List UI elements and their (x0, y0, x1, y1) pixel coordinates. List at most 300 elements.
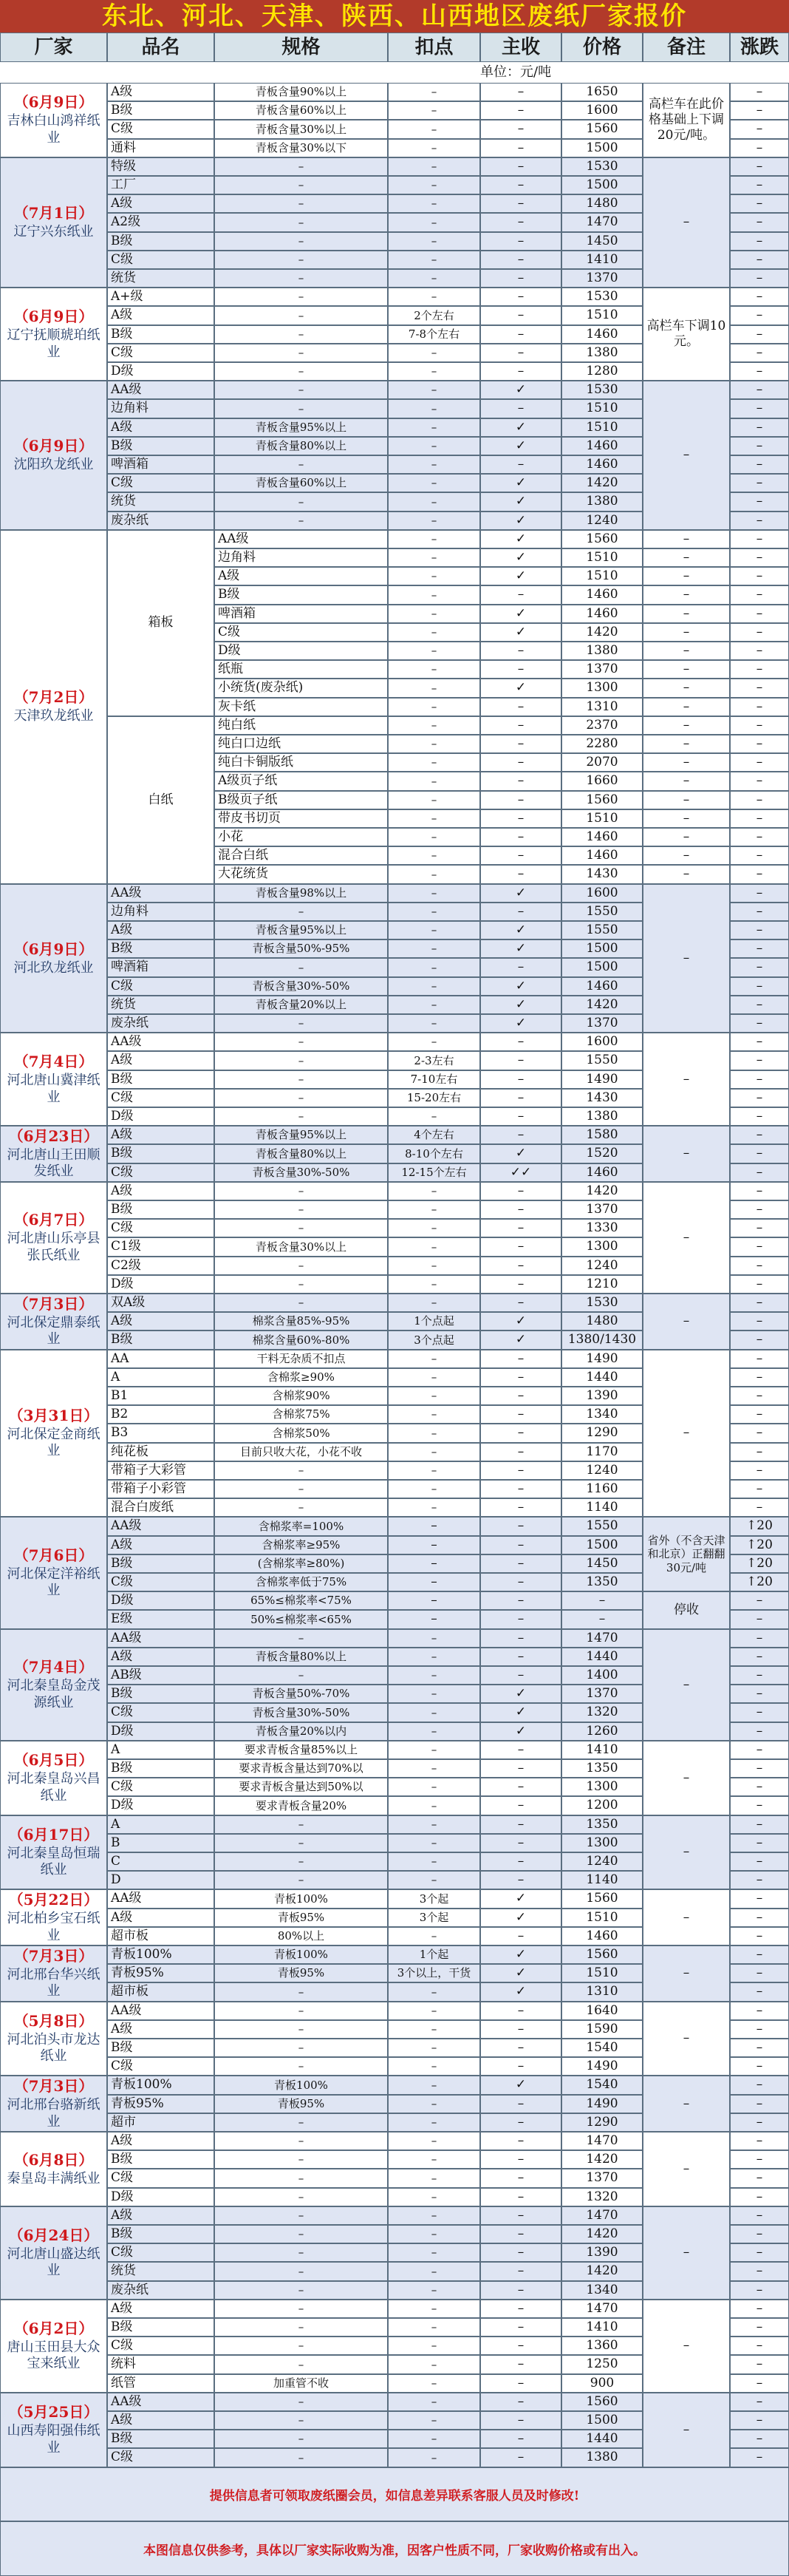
main-collect-cell: ✓ (480, 492, 561, 511)
grade-cell: 纯白纸 (214, 716, 388, 735)
deduct-cell: – (388, 157, 480, 176)
grade-cell: C级 (107, 1163, 214, 1182)
spec-cell: 50%≤棉浆率<65% (214, 1610, 388, 1628)
change-cell: – (730, 1871, 789, 1889)
main-collect-cell: – (480, 1834, 561, 1852)
main-collect-cell: – (480, 2243, 561, 2262)
main-collect-cell: – (480, 120, 561, 138)
grade-cell: 超市 (107, 2113, 214, 2132)
factory-name: 河北柏乡宝石纸业 (7, 1911, 100, 1943)
main-collect-cell: – (480, 2020, 561, 2039)
change-cell: – (730, 958, 789, 976)
change-cell: – (730, 83, 789, 101)
deduct-cell: – (388, 2095, 480, 2113)
change-cell: – (730, 2393, 789, 2411)
grade-cell: C级 (107, 251, 214, 269)
grade-cell: AB级 (107, 1666, 214, 1685)
price-cell: 1290 (561, 1424, 643, 1442)
spec-cell: 青板含量30%-50% (214, 977, 388, 996)
change-cell: – (730, 381, 789, 399)
change-cell: – (730, 2188, 789, 2206)
column-header-6: 备注 (643, 33, 730, 62)
main-collect-cell: – (480, 1387, 561, 1405)
spec-cell: – (214, 2411, 388, 2430)
deduct-cell: – (388, 1368, 480, 1387)
grade-cell: C级 (107, 2243, 214, 2262)
main-collect-cell: – (480, 2095, 561, 2113)
grade-cell: A级 (107, 2300, 214, 2318)
spec-cell: – (214, 1089, 388, 1107)
price-cell: 1390 (561, 1387, 643, 1405)
grade-cell: A级 (107, 1182, 214, 1200)
deduct-cell: 3个起 (388, 1909, 480, 1927)
change-cell: – (730, 1312, 789, 1331)
price-cell: 1430 (561, 865, 643, 883)
deduct-cell: – (388, 194, 480, 213)
note-cell: – (643, 716, 730, 735)
spec-cell: – (214, 2169, 388, 2187)
column-header-0: 厂家 (0, 33, 107, 62)
deduct-cell: – (388, 2039, 480, 2057)
deduct-cell: – (388, 418, 480, 437)
grade-cell: C级 (107, 1778, 214, 1796)
deduct-cell: – (388, 2113, 480, 2132)
grade-cell: A级页子纸 (214, 772, 388, 790)
spec-cell: – (214, 1014, 388, 1033)
main-collect-cell: – (480, 288, 561, 306)
main-collect-cell: – (480, 2430, 561, 2448)
factory-name: 河北保定金商纸业 (7, 1426, 100, 1459)
price-cell: 1660 (561, 772, 643, 790)
main-collect-cell: ✓✓ (480, 1163, 561, 1182)
grade-cell: AA级 (107, 2393, 214, 2411)
factory-cell (0, 1350, 107, 1518)
grade-cell: AA级 (107, 1033, 214, 1051)
change-cell: – (730, 139, 789, 157)
price-cell: 1500 (561, 139, 643, 157)
note-cell: – (643, 1629, 730, 1741)
deduct-cell: – (388, 996, 480, 1014)
grade-cell: A级 (214, 567, 388, 585)
deduct-cell: – (388, 1480, 480, 1498)
deduct-cell: – (388, 605, 480, 623)
change-cell: – (730, 846, 789, 865)
grade-cell: 小花 (214, 828, 388, 846)
spec-cell: – (214, 1182, 388, 1200)
main-collect-cell: – (480, 1498, 561, 1517)
note-cell: – (643, 2076, 730, 2132)
factory-date: （7月3日） (13, 1294, 94, 1313)
main-collect-cell: ✓ (480, 977, 561, 996)
spec-cell: 含棉浆率≥95% (214, 1536, 388, 1554)
main-collect-cell: ✓ (480, 605, 561, 623)
main-collect-cell: – (480, 846, 561, 865)
deduct-cell: – (388, 2132, 480, 2150)
main-collect-cell: – (480, 1200, 561, 1219)
spec-cell: – (214, 1629, 388, 1648)
price-cell: 1380/1430 (561, 1331, 643, 1349)
grade-cell: B3 (107, 1424, 214, 1442)
category-cell: 箱板 (107, 530, 214, 716)
change-cell: – (730, 1741, 789, 1759)
main-collect-cell: – (480, 1368, 561, 1387)
spec-cell: – (214, 399, 388, 418)
factory-name: 山西寿阳强伟纸业 (7, 2423, 100, 2456)
deduct-cell: – (388, 1591, 480, 1610)
grade-cell: 纸管 (107, 2374, 214, 2393)
main-collect-cell: – (480, 1237, 561, 1256)
factory-date: （6月9日） (13, 437, 94, 455)
factory-cell (0, 1629, 107, 1741)
change-cell: – (730, 2243, 789, 2262)
spec-cell: 青板含量20%以内 (214, 1722, 388, 1741)
change-cell: – (730, 1368, 789, 1387)
price-cell: 1420 (561, 2150, 643, 2169)
change-cell: – (730, 362, 789, 381)
price-cell: 1490 (561, 2057, 643, 2076)
deduct-cell: – (388, 2002, 480, 2020)
deduct-cell: – (388, 884, 480, 903)
change-cell: – (730, 2262, 789, 2280)
main-collect-cell: – (480, 772, 561, 790)
grade-cell: A (107, 1368, 214, 1387)
price-cell: 1510 (561, 809, 643, 828)
grade-cell: 边角料 (107, 903, 214, 921)
spec-cell: – (214, 1275, 388, 1294)
spec-cell: 青板含量95%以上 (214, 418, 388, 437)
price-cell: 1460 (561, 325, 643, 344)
price-cell: 1510 (561, 1909, 643, 1927)
note-cell: – (643, 2206, 730, 2300)
spec-cell: 干料无杂质不扣点 (214, 1350, 388, 1368)
change-cell: – (730, 548, 789, 567)
change-cell: – (730, 1909, 789, 1927)
factory-cell (0, 157, 107, 288)
spec-cell: – (214, 1852, 388, 1871)
change-cell: – (730, 660, 789, 679)
price-cell: 1310 (561, 1982, 643, 2001)
factory-cell (0, 1294, 107, 1350)
change-cell: – (730, 716, 789, 735)
deduct-cell: – (388, 1629, 480, 1648)
grade-cell: AA级 (214, 530, 388, 548)
main-collect-cell: ✓ (480, 474, 561, 492)
change-cell: ↑20 (730, 1573, 789, 1591)
deduct-cell: – (388, 1257, 480, 1275)
price-cell: 1560 (561, 791, 643, 809)
change-cell: – (730, 1443, 789, 1461)
deduct-cell: – (388, 1536, 480, 1554)
grade-cell: 混合白纸 (214, 846, 388, 865)
spec-cell: – (214, 1257, 388, 1275)
grade-cell: B级 (107, 939, 214, 958)
change-cell: – (730, 1182, 789, 1200)
spec-cell: – (214, 903, 388, 921)
price-cell: 1460 (561, 605, 643, 623)
price-cell: 1560 (561, 530, 643, 548)
note-cell: – (643, 809, 730, 828)
change-cell: – (730, 2169, 789, 2187)
main-collect-cell: – (480, 2169, 561, 2187)
factory-cell (0, 288, 107, 381)
price-cell: 1600 (561, 101, 643, 120)
main-collect-cell: – (480, 958, 561, 976)
note-cell: – (643, 157, 730, 288)
main-collect-cell: – (480, 176, 561, 194)
grade-cell: 边角料 (107, 399, 214, 418)
price-cell: 1390 (561, 2243, 643, 2262)
grade-cell: AA级 (107, 1889, 214, 1908)
deduct-cell: – (388, 2076, 480, 2094)
spec-cell: – (214, 288, 388, 306)
spec-cell: – (214, 958, 388, 976)
spec-cell: – (214, 2113, 388, 2132)
main-collect-cell: ✓ (480, 2076, 561, 2094)
note-cell: – (643, 530, 730, 548)
change-cell: – (730, 1852, 789, 1871)
note-cell: – (643, 1945, 730, 2002)
main-collect-cell: – (480, 1182, 561, 1200)
change-cell: – (730, 1089, 789, 1107)
grade-cell: D级 (107, 1107, 214, 1126)
price-cell: 1600 (561, 884, 643, 903)
main-collect-cell: – (480, 455, 561, 474)
deduct-cell: – (388, 2411, 480, 2430)
factory-date: （6月9日） (13, 307, 94, 326)
main-collect-cell: – (480, 642, 561, 660)
price-cell: 1590 (561, 2020, 643, 2039)
main-collect-cell: – (480, 1591, 561, 1610)
grade-cell: D级 (107, 1796, 214, 1815)
grade-cell: C级 (107, 344, 214, 362)
price-cell: 1460 (561, 828, 643, 846)
grade-cell: 啤酒箱 (107, 958, 214, 976)
main-collect-cell: – (480, 1536, 561, 1554)
change-cell: – (730, 325, 789, 344)
spec-cell: 含棉浆率低于75% (214, 1573, 388, 1591)
price-cell: 1460 (561, 846, 643, 865)
change-cell: – (730, 2020, 789, 2039)
main-collect-cell: ✓ (480, 1982, 561, 2001)
grade-cell: 青板100% (107, 2076, 214, 2094)
change-cell: – (730, 1759, 789, 1778)
price-cell: 1300 (561, 1237, 643, 1256)
grade-cell: D (107, 1871, 214, 1889)
note-cell: – (643, 753, 730, 772)
spec-cell: 含棉浆率=100% (214, 1517, 388, 1535)
main-collect-cell: – (480, 1554, 561, 1573)
change-cell: – (730, 492, 789, 511)
price-cell: 1650 (561, 83, 643, 101)
main-collect-cell: ✓ (480, 1964, 561, 1982)
change-cell: – (730, 512, 789, 530)
note-cell: – (643, 2300, 730, 2393)
price-cell: 1550 (561, 921, 643, 939)
deduct-cell: – (388, 455, 480, 474)
change-cell: – (730, 1163, 789, 1182)
main-collect-cell: – (480, 1573, 561, 1591)
main-collect-cell: – (480, 1815, 561, 1834)
main-collect-cell: – (480, 1126, 561, 1144)
spec-cell: – (214, 2225, 388, 2243)
change-cell: – (730, 2113, 789, 2132)
grade-cell: AA (107, 1350, 214, 1368)
price-cell: 1240 (561, 1461, 643, 1480)
deduct-cell: – (388, 623, 480, 642)
deduct-cell: – (388, 2448, 480, 2467)
price-cell: 1350 (561, 1573, 643, 1591)
price-cell: 1440 (561, 2430, 643, 2448)
spec-cell: 棉浆含量85%-95% (214, 1312, 388, 1331)
price-cell: 1460 (561, 437, 643, 455)
spec-cell: 青板95% (214, 1909, 388, 1927)
change-cell: – (730, 101, 789, 120)
price-cell: 1300 (561, 1834, 643, 1852)
spec-cell: 青板95% (214, 2095, 388, 2113)
change-cell: – (730, 1275, 789, 1294)
spec-cell: 青板含量50%-95% (214, 939, 388, 958)
price-cell: 1460 (561, 455, 643, 474)
deduct-cell: – (388, 1871, 480, 1889)
note-cell: – (643, 605, 730, 623)
deduct-cell: – (388, 809, 480, 828)
change-cell: – (730, 1070, 789, 1089)
deduct-cell: – (388, 1107, 480, 1126)
spec-cell: 青板100% (214, 2076, 388, 2094)
change-cell: ↑20 (730, 1554, 789, 1573)
grade-cell: 带箱子大彩管 (107, 1461, 214, 1480)
deduct-cell: – (388, 251, 480, 269)
grade-cell: 小统货(废杂纸) (214, 679, 388, 697)
main-collect-cell: – (480, 2281, 561, 2300)
grade-cell: C级 (107, 1219, 214, 1237)
deduct-cell: – (388, 2206, 480, 2225)
change-cell: – (730, 623, 789, 642)
price-cell: 2070 (561, 753, 643, 772)
spec-cell: 要求青板含量85%以上 (214, 1741, 388, 1759)
grade-cell: D级 (107, 1275, 214, 1294)
main-collect-cell: – (480, 1796, 561, 1815)
deduct-cell: – (388, 2225, 480, 2243)
factory-date: （7月4日） (13, 1053, 94, 1071)
deduct-cell: – (388, 828, 480, 846)
deduct-cell: – (388, 1648, 480, 1666)
page-title: 东北、河北、天津、陕西、山西地区废纸厂家报价 (0, 0, 789, 33)
note-cell: – (643, 679, 730, 697)
main-collect-cell: – (480, 1629, 561, 1648)
grade-cell: A (107, 1741, 214, 1759)
note-cell: – (643, 548, 730, 567)
main-collect-cell: – (480, 2300, 561, 2318)
main-collect-cell: ✓ (480, 512, 561, 530)
spec-cell: 要求青板含量达到50%以 (214, 1778, 388, 1796)
main-collect-cell: – (480, 903, 561, 921)
price-cell: 1360 (561, 2337, 643, 2355)
column-header-7: 涨跌 (730, 33, 789, 62)
grade-cell: AA级 (107, 2002, 214, 2020)
grade-cell: C级 (107, 2057, 214, 2076)
factory-cell (0, 1126, 107, 1182)
main-collect-cell: – (480, 1852, 561, 1871)
price-cell: 1480 (561, 194, 643, 213)
grade-cell: 工厂 (107, 176, 214, 194)
grade-cell: 青板95% (107, 2095, 214, 2113)
spec-cell: – (214, 1294, 388, 1312)
deduct-cell: – (388, 2374, 480, 2393)
main-collect-cell: – (480, 1648, 561, 1666)
deduct-cell: – (388, 83, 480, 101)
factory-name: 河北邢台骆新纸业 (7, 2097, 100, 2130)
factory-date: （7月6日） (13, 1546, 94, 1564)
main-collect-cell: – (480, 1294, 561, 1312)
spec-cell: – (214, 344, 388, 362)
price-cell: 1250 (561, 2355, 643, 2373)
grade-cell: B级 (107, 1331, 214, 1349)
main-collect-cell: – (480, 1741, 561, 1759)
grade-cell: A级 (107, 1648, 214, 1666)
main-collect-cell: – (480, 157, 561, 176)
spec-cell: – (214, 512, 388, 530)
main-collect-cell: – (480, 828, 561, 846)
main-collect-cell: – (480, 2318, 561, 2337)
deduct-cell: – (388, 399, 480, 418)
deduct-cell: – (388, 2169, 480, 2187)
price-cell: 1450 (561, 232, 643, 251)
grade-cell: A级 (107, 921, 214, 939)
deduct-cell: – (388, 2243, 480, 2262)
price-cell: 1450 (561, 1554, 643, 1573)
change-cell: – (730, 1629, 789, 1648)
spec-cell: – (214, 1070, 388, 1089)
grade-cell: A级 (107, 2411, 214, 2430)
grade-cell: 纯花板 (107, 1443, 214, 1461)
deduct-cell: – (388, 865, 480, 883)
price-cell: 1330 (561, 1219, 643, 1237)
price-cell: 1520 (561, 1144, 643, 1163)
price-cell: 1500 (561, 939, 643, 958)
grade-cell: 边角料 (214, 548, 388, 567)
spec-cell: – (214, 1834, 388, 1852)
deduct-cell: – (388, 1982, 480, 2001)
spec-cell: – (214, 2318, 388, 2337)
grade-cell: D级 (214, 642, 388, 660)
grade-cell: E级 (107, 1610, 214, 1628)
price-cell: 1420 (561, 623, 643, 642)
factory-name: 河北保定洋裕纸业 (7, 1566, 100, 1599)
price-cell: 1500 (561, 176, 643, 194)
grade-cell: C级 (107, 474, 214, 492)
grade-cell: B级 (107, 2225, 214, 2243)
deduct-cell: – (388, 288, 480, 306)
price-cell: 1420 (561, 2225, 643, 2243)
price-cell: 1370 (561, 269, 643, 288)
deduct-cell: – (388, 1350, 480, 1368)
grade-cell: B级 (107, 1144, 214, 1163)
factory-name: 沈阳玖龙纸业 (13, 457, 94, 473)
grade-cell: 双A级 (107, 1294, 214, 1312)
change-cell: – (730, 213, 789, 231)
deduct-cell: – (388, 1387, 480, 1405)
factory-date: （6月2日） (13, 2319, 94, 2337)
spec-cell: 青板含量30%以上 (214, 120, 388, 138)
deduct-cell: – (388, 2262, 480, 2280)
main-collect-cell: – (480, 1089, 561, 1107)
price-cell: 1350 (561, 1815, 643, 1834)
grade-cell: 灰卡纸 (214, 698, 388, 716)
price-cell: 1540 (561, 2076, 643, 2094)
change-cell: – (730, 530, 789, 548)
grade-cell: AA级 (107, 884, 214, 903)
